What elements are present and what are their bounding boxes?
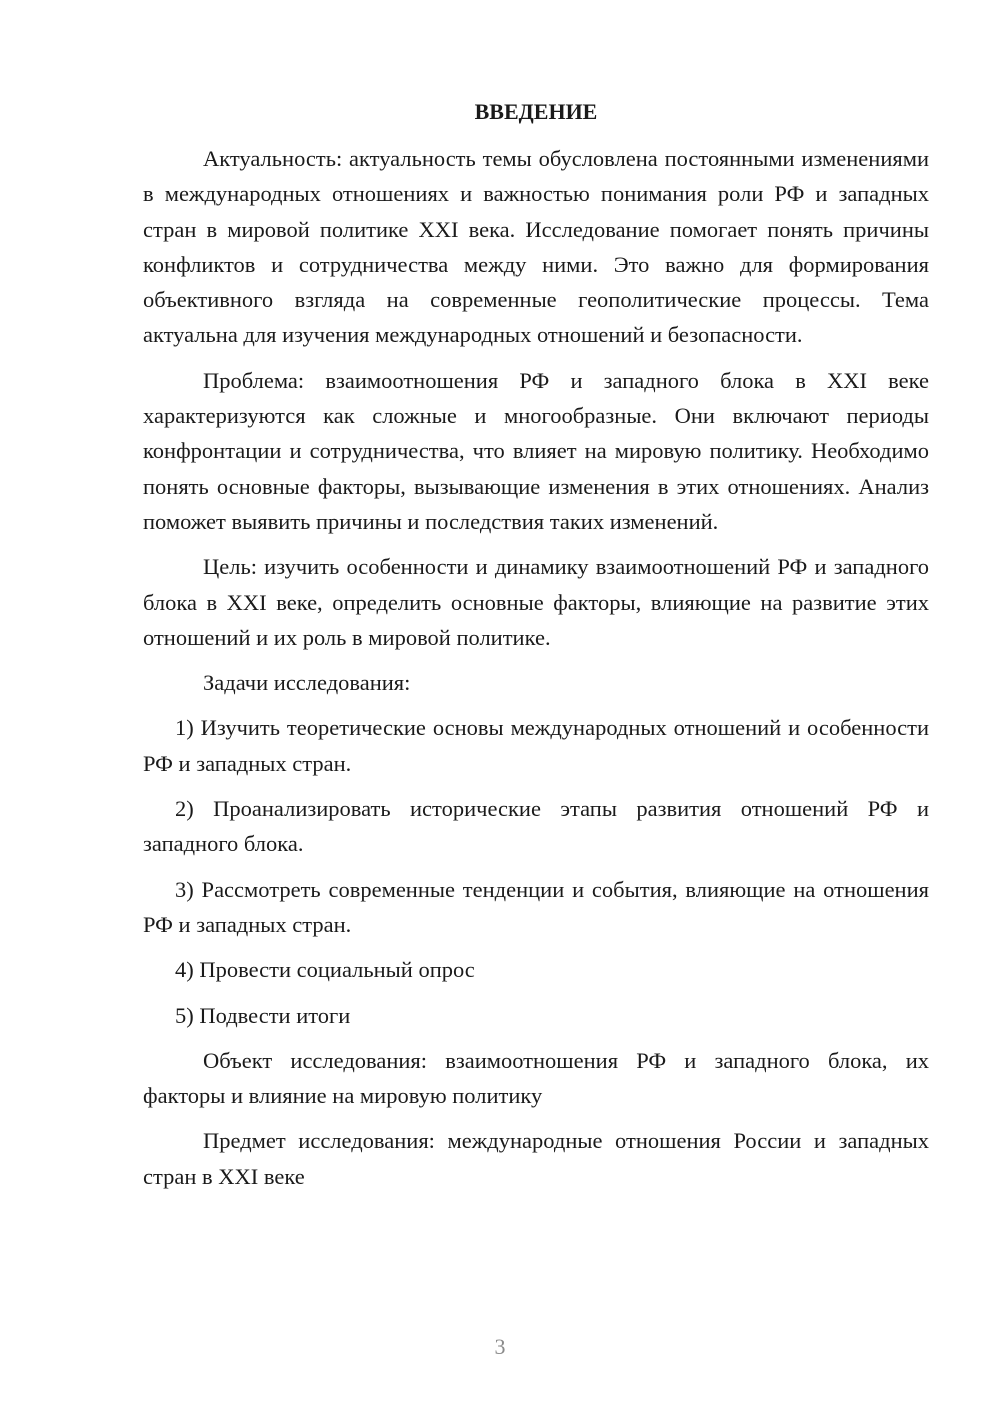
- paragraph-object: Объект исследования: взаимоотношения РФ и западного блока, их факторы и влияние на мировую политику: [143, 1047, 929, 1109]
- paragraph-tasks-heading: Задачи исследования:: [203, 670, 411, 696]
- task-item-2: 2) Проанализировать исторические этапы развития отношений РФ и западного блока.: [143, 796, 929, 857]
- body-text: [143, 141, 929, 1204]
- task-item-5: 5) Подвести итоги: [175, 1002, 351, 1028]
- paragraph-subject: Предмет исследования: международные отношения России и западных стран в XXI веке: [143, 1128, 929, 1189]
- paragraph-goal: Цель: изучить особенности и динамику взаимоотношений РФ и западного блока в XXI веке, определить основные факторы, влияющие на развитие этих отношений и их роль в мировой политике.: [143, 554, 929, 650]
- paragraph-relevance: Актуальность: актуальность темы обусловлена постоянными изменениями в международных отношениях и важностью понимания роли РФ и западных стран в мировой политике XXI века. Исследование помогает понять причины конфликтов и сотрудничества между ними. Это важно для формирования объективного взгляда на современные геополитические процессы. Тема актуальна для изучения международных отношений и безопасности.: [143, 146, 929, 348]
- paragraph-problem: Проблема: взаимоотношения РФ и западного блока в XXI веке характеризуются как сложные и многообразные. Они включают периоды конфронтации и сотрудничества, что влияет на мировую политику. Необходимо понять основные факторы, вызывающие изменения в этих отношениях. Анализ поможет выявить причины и последствия таких изменений.: [143, 367, 929, 534]
- task-item-4: 4) Провести социальный опрос: [175, 957, 475, 983]
- page-number: 3: [494, 1334, 506, 1359]
- task-item-1: 1) Изучить теоретические основы международных отношений и особенности РФ и западных стран.: [143, 715, 929, 776]
- section-title: ВВЕДЕНИЕ: [474, 99, 598, 124]
- task-item-3: 3) Рассмотреть современные тенденции и события, влияющие на отношения РФ и западных стран.: [143, 876, 929, 937]
